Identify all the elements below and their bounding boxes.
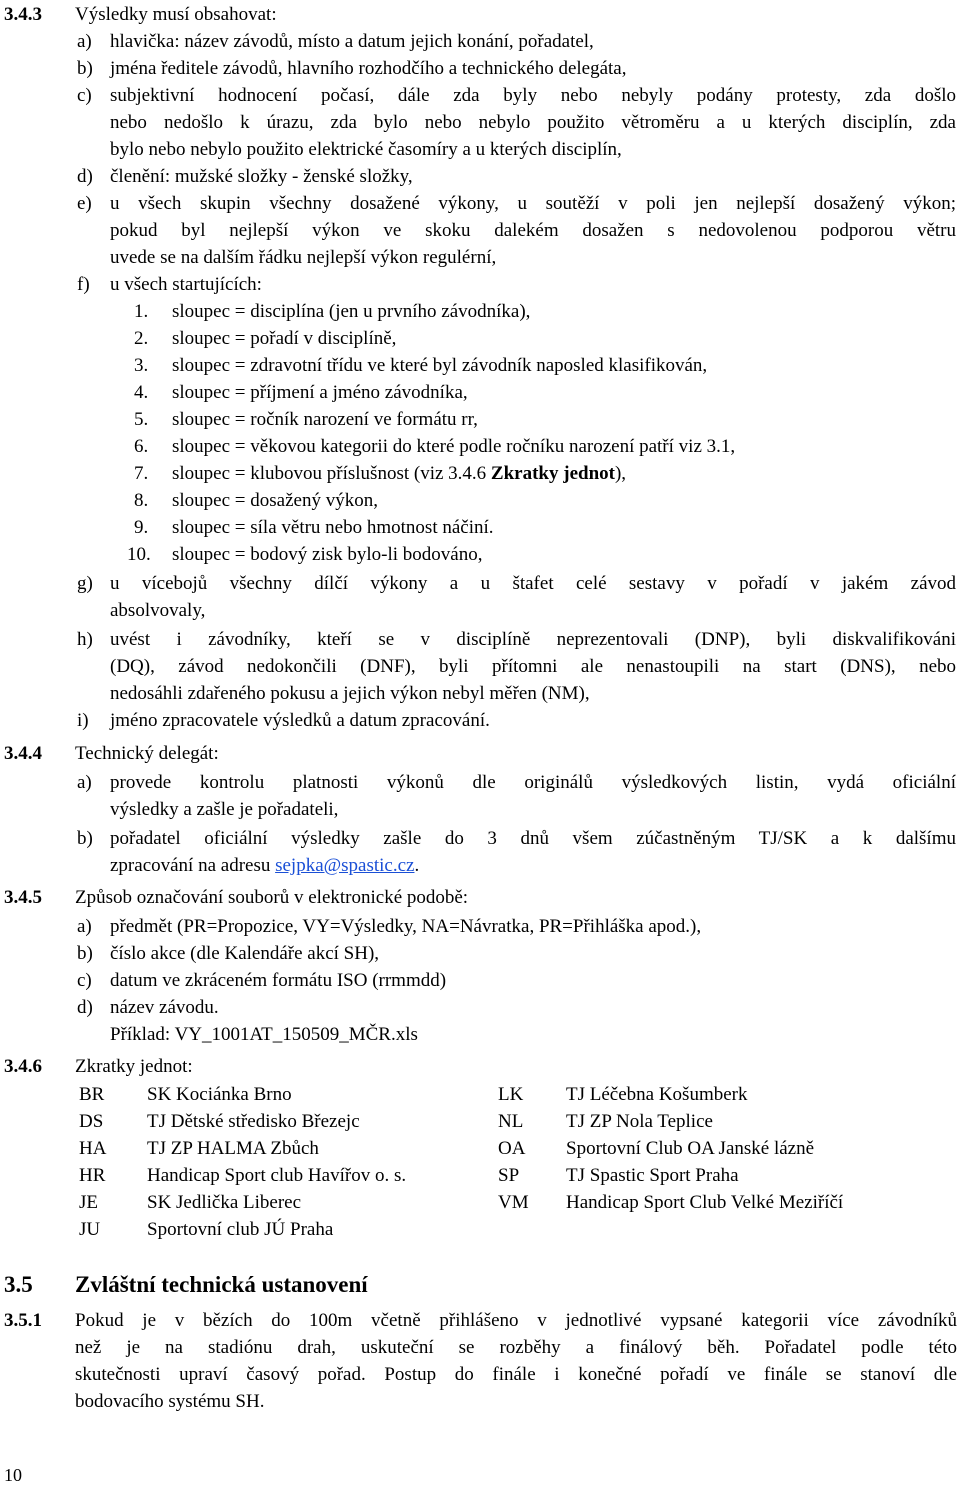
section-title-3-5: Zvláštní technická ustanovení: [75, 1272, 368, 1297]
column-text: sloupec = zdravotní třídu ve které byl závodník naposled klasifikován,: [172, 355, 708, 376]
club-code: HA: [79, 1138, 107, 1159]
item-label-i: i): [77, 710, 89, 731]
column-text-7-pre: sloupec = klubovou příslušnost (viz 3.4.6: [172, 463, 491, 484]
column-num: 3.: [134, 355, 149, 376]
section-number-3-4-6: 3.4.6: [4, 1056, 42, 1077]
column-text: sloupec = disciplína (jen u prvního závodníka),: [172, 301, 531, 322]
club-code: JU: [79, 1219, 101, 1240]
item-label-b: b): [77, 828, 93, 849]
item-text-h-line1: uvést i závodníky, kteří se v disciplíně neprezentovali (DNP), byli diskvalifikováni: [110, 629, 956, 650]
item-label-d: d): [77, 166, 93, 187]
section-title-3-4-5: Způsob označování souborů v elektronické podobě:: [75, 887, 469, 908]
section-title-3-4-3: Výsledky musí obsahovat:: [75, 4, 277, 25]
item-text-e-line3: uvede se na dalším řádku nejlepší výkon regulérní,: [110, 247, 497, 268]
item-text-c-line1: subjektivní hodnocení počasí, dále zda byly nebo nebyly podány protesty, zda došlo: [110, 85, 956, 106]
email-link[interactable]: sejpka@spastic.cz: [275, 855, 415, 876]
column-text: sloupec = věkovou kategorii do které podle ročníku narození patří viz 3.1,: [172, 436, 736, 457]
section-number-3-5-1: 3.5.1: [4, 1310, 42, 1331]
column-text: sloupec = síla větru nebo hmotnost náčiní.: [172, 517, 494, 538]
item-text-i: jméno zpracovatele výsledků a datum zpracování.: [110, 710, 490, 731]
item-text-e-line1: u všech skupin všechny dosažené výkony, u soutěží v poli jen nejlepší dosažený výkon;: [110, 193, 956, 214]
item-text-b-line1: pořadatel oficiální výsledky zašle do 3 dnů všem zúčastněným TJ/SK a k dalšímu: [110, 828, 956, 849]
column-text-7: [172, 463, 626, 485]
item-label-c: c): [77, 970, 92, 991]
item-text-b-line2: [110, 855, 419, 877]
item-label-a: a): [77, 31, 92, 52]
item-text-e-line2: pokud byl nejlepší výkon ve skoku dalekém dosažen s nedovolenou podporou větru: [110, 220, 956, 241]
club-name: Sportovní Club OA Janské lázně: [566, 1138, 815, 1159]
section-number-3-5: 3.5: [4, 1272, 33, 1297]
club-code: VM: [498, 1192, 529, 1213]
column-num: 6.: [134, 436, 149, 457]
item-text-c-line3: bylo nebo nebylo použito elektrické časomíry a u kterých disciplín,: [110, 139, 622, 160]
paragraph-3-5-1-line1: Pokud je v bězích do 100m včetně přihlášeno v jednotlivé vypsané kategorii více závodníků: [75, 1310, 957, 1331]
page-number: 10: [4, 1465, 22, 1485]
club-code: DS: [79, 1111, 104, 1132]
club-code: OA: [498, 1138, 526, 1159]
column-num: 5.: [134, 409, 149, 430]
item-label-b: b): [77, 943, 93, 964]
club-code: SP: [498, 1165, 520, 1186]
item-label-h: h): [77, 629, 93, 650]
club-name: TJ Léčebna Košumberk: [566, 1084, 748, 1105]
column-text-7-bold: Zkratky jednot: [490, 463, 615, 484]
club-name: SK Kociánka Brno: [147, 1084, 292, 1105]
item-label-f: f): [77, 274, 90, 295]
column-text: sloupec = bodový zisk bylo-li bodováno,: [172, 544, 483, 565]
item-text-d: název závodu.: [110, 997, 219, 1018]
item-text-b-end: .: [414, 855, 420, 876]
column-text: sloupec = příjmení a jméno závodníka,: [172, 382, 468, 403]
item-text-c-line2: nebo nedošlo k úrazu, zda bylo nebo nebylo použito větroměru a u kterých disciplín, zda: [110, 112, 956, 133]
item-text-b: jména ředitele závodů, hlavního rozhodčího a technického delegáta,: [110, 58, 627, 79]
section-number-3-4-3: 3.4.3: [4, 4, 42, 25]
club-name: TJ Dětské středisko Březejc: [147, 1111, 360, 1132]
club-name: Sportovní club JÚ Praha: [147, 1219, 334, 1240]
item-text-b-prefix: zpracování na adresu: [110, 855, 276, 876]
item-label-d: d): [77, 997, 93, 1018]
column-num: 10.: [127, 544, 151, 565]
item-label-a: a): [77, 772, 92, 793]
column-num: 7.: [134, 463, 149, 484]
column-num: 1.: [134, 301, 149, 322]
club-code: LK: [498, 1084, 524, 1105]
club-name: TJ Spastic Sport Praha: [566, 1165, 739, 1186]
column-num: 4.: [134, 382, 149, 403]
item-text-h-line2: (DQ), závod nedokončili (DNF), byli přítomni ale nenastoupili na start (DNS), nebo: [110, 656, 956, 677]
column-text: sloupec = dosažený výkon,: [172, 490, 378, 511]
club-code: JE: [79, 1192, 98, 1213]
section-number-3-4-4: 3.4.4: [4, 743, 42, 764]
item-text-b: číslo akce (dle Kalendáře akcí SH),: [110, 943, 380, 964]
item-text-d: členění: mužské složky - ženské složky,: [110, 166, 413, 187]
file-name-example: Příklad: VY_1001AT_150509_MČR.xls: [110, 1024, 418, 1045]
column-text: sloupec = pořadí v disciplíně,: [172, 328, 397, 349]
column-text: sloupec = ročník narození ve formátu rr,: [172, 409, 478, 430]
club-code: BR: [79, 1084, 105, 1105]
item-text-a-line2: výsledky a zašle je pořadateli,: [110, 799, 339, 820]
item-text-a-line1: provede kontrolu platnosti výkonů dle originálů výsledkových listin, vydá oficiální: [110, 772, 956, 793]
club-code: NL: [498, 1111, 524, 1132]
item-label-b: b): [77, 58, 93, 79]
club-name: TJ ZP Nola Teplice: [566, 1111, 713, 1132]
item-text-f: u všech startujících:: [110, 274, 262, 295]
item-label-e: e): [77, 193, 92, 214]
section-number-3-4-5: 3.4.5: [4, 887, 42, 908]
item-label-g: g): [77, 573, 93, 594]
item-text-c: datum ve zkráceném formátu ISO (rrmmdd): [110, 970, 447, 991]
section-title-3-4-4: Technický delegát:: [75, 743, 219, 764]
item-text-a: předmět (PR=Propozice, VY=Výsledky, NA=Návratka, PR=Přihláška apod.),: [110, 916, 702, 937]
section-title-3-4-6: Zkratky jednot:: [75, 1056, 193, 1077]
paragraph-3-5-1-line3: skutečnosti upraví časový pořad. Postup do finále i konečné pořadí ve finále se stanoví dle: [75, 1364, 957, 1385]
club-name: Handicap Sport club Havířov o. s.: [147, 1165, 407, 1186]
item-text-g-line2: absolvovaly,: [110, 600, 206, 621]
club-name: TJ ZP HALMA Zbůch: [147, 1138, 319, 1159]
paragraph-3-5-1-line4: bodovacího systému SH.: [75, 1391, 265, 1412]
item-label-c: c): [77, 85, 92, 106]
club-code: HR: [79, 1165, 106, 1186]
club-name: SK Jedlička Liberec: [147, 1192, 302, 1213]
paragraph-3-5-1-line2: než je na stadiónu drah, uskuteční se rozběhy a finálový běh. Pořadatel podle této: [75, 1337, 957, 1358]
club-name: Handicap Sport Club Velké Meziříčí: [566, 1192, 844, 1213]
item-label-a: a): [77, 916, 92, 937]
column-num: 8.: [134, 490, 149, 511]
column-text-7-post: ),: [614, 463, 627, 484]
item-text-g-line1: u vícebojů všechny dílčí výkony a u štafet celé sestavy v pořadí v jakém závod: [110, 573, 956, 594]
item-text-a: hlavička: název závodů, místo a datum jejich konání, pořadatel,: [110, 31, 594, 52]
column-num: 9.: [134, 517, 149, 538]
column-num: 2.: [134, 328, 149, 349]
item-text-h-line3: nedosáhli zdařeného pokusu a jejich výkon nebyl měřen (NM),: [110, 683, 590, 704]
